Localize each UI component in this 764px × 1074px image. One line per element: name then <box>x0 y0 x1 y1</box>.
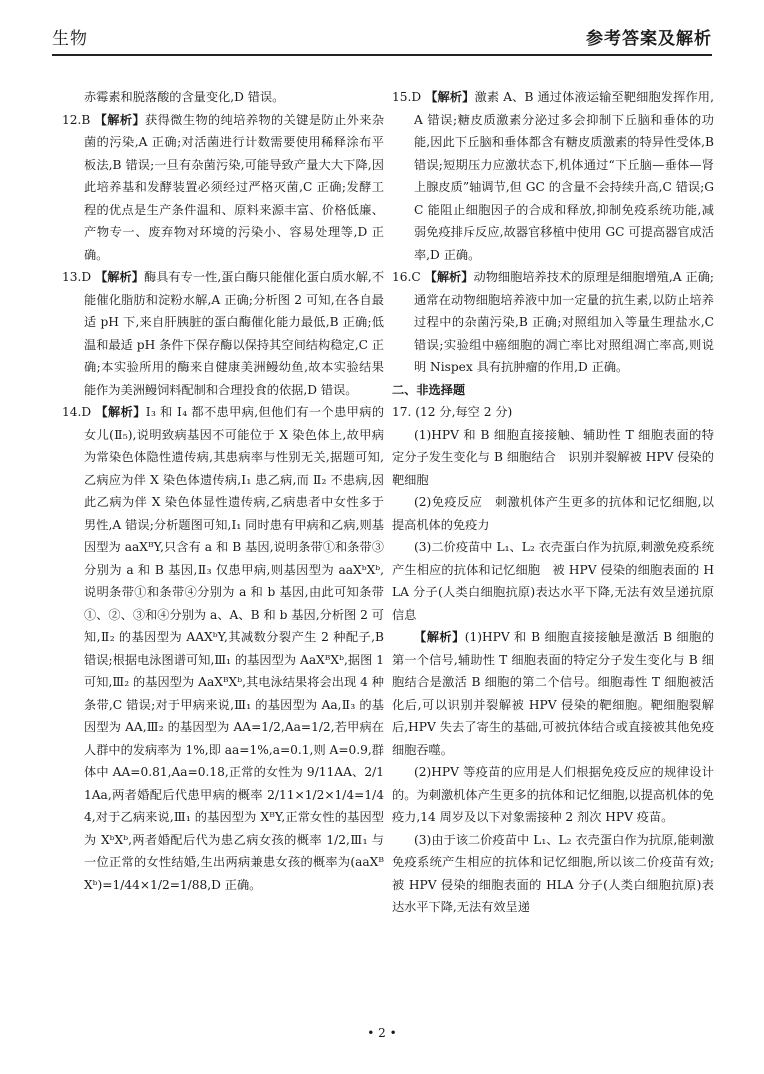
question-number: 13.D <box>62 270 92 284</box>
page-number: • 2 • <box>367 1026 397 1040</box>
analysis-keyword: 【解析】 <box>414 630 465 644</box>
paragraph-text: (3)二价疫苗中 L₁、L₂ 衣壳蛋白作为抗原,刺激免疫系统产生相应的抗体和记忆细胞 被 HPV 侵染的细胞表面的 HLA 分子(人类白细胞抗原)表达水平下降,无法有效呈递抗原信息 <box>392 540 714 622</box>
subject-label: 生物 <box>52 29 88 49</box>
paragraph-text: (12 分,每空 2 分) <box>415 405 513 419</box>
paragraph-text: (2)HPV 等疫苗的应用是人们根据免疫反应的规律设计的。为刺激机体产生更多的抗体和记忆细胞,以提高机体的免疫力,14 周岁及以下对象需接种 2 剂次 HPV 疫苗。 <box>392 765 714 824</box>
question-number: 15.D <box>392 90 422 104</box>
question-number: 12.B <box>62 112 91 127</box>
answer-paragraph <box>62 86 384 109</box>
paragraph-text: 获得微生物的纯培养物的关键是防止外来杂菌的污染,A 正确;对活菌进行计数需要使用稀释涂布平板法,B 错误;一旦有杂菌污染,可能导致产量大大下降,因此培养基和发酵装置必须经过严格灭菌,C 正确;发酵工程的优点是生产条件温和、原料来源丰富、价格低廉、产物专一、废弃物对环境的污染小、容易处理等,D 正确。 <box>84 112 385 262</box>
answer-paragraph <box>392 379 714 402</box>
question-number: 16.C <box>392 270 421 284</box>
answer-paragraph <box>392 266 714 379</box>
answer-paragraph <box>392 401 714 424</box>
left-column <box>62 86 384 896</box>
page-header <box>52 14 712 56</box>
paragraph-text: 激素 A、B 通过体液运输至靶细胞发挥作用,A 错误;糖皮质激素分泌过多会抑制下丘脑和垂体的功能,因此下丘脑和垂体都含有糖皮质激素的特异性受体,B 错误;短期压力应激状态下,机体通过“下丘脑—垂体—肾上腺皮质”轴调节,但 GC 的含量不会持续升高,C 错误;GC 能阻止细胞因子的合成和释放,抑制免疫系统功能,减弱免疫排斥反应,故器官移植中使用 GC 可提高器官成活率,D 正确。 <box>414 90 715 262</box>
paragraph-text: (3)由于该二价疫苗中 L₁、L₂ 衣壳蛋白作为抗原,能刺激免疫系统产生相应的抗体和记忆细胞,所以该二价疫苗有效;被 HPV 侵染的细胞表面的 HLA 分子(人类白细胞抗原)表达水平下降,无法有效呈递 <box>392 832 714 914</box>
paragraph-text: (2)免疫反应 刺激机体产生更多的抗体和记忆细胞,以提高机体的免疫力 <box>392 495 714 532</box>
analysis-keyword: 【解析】 <box>425 90 475 104</box>
question-number: 14.D <box>62 405 92 419</box>
answer-paragraph <box>392 761 714 829</box>
analysis-keyword: 【解析】 <box>95 270 144 284</box>
paragraph-text: (1)HPV 和 B 细胞直接接触、辅助性 T 细胞表面的特定分子发生变化与 B 细胞结合 识别并裂解被 HPV 侵染的靶细胞 <box>392 427 714 487</box>
answer-paragraph <box>62 401 384 896</box>
analysis-keyword: 【解析】 <box>95 405 146 419</box>
paragraph-text: (1)HPV 和 B 细胞直接接触是激活 B 细胞的第一个信号,辅助性 T 细胞表面的特定分子发生变化与 B 细胞结合是激活 B 细胞的第二个信号。细胞毒性 T 细胞被活化后,可以识别并裂解被 HPV 侵染的靶细胞。靶细胞裂解后,HPV 失去了寄生的基础,可被抗体结合或直接被其他免疫细胞吞噬。 <box>392 630 714 757</box>
paragraph-text: 动物细胞培养技术的原理是细胞增殖,A 正确;通常在动物细胞培养液中加一定量的抗生素,以防止培养过程中的杂菌污染,B 正确;对照组加入等量生理盐水,C 错误;实验组中癌细胞的凋亡率比对照组凋亡率高,则说明 Nispex 具有抗肿瘤的作用,D 正确。 <box>414 270 715 374</box>
answer-paragraph <box>392 424 714 492</box>
paragraph-text: 赤霉素和脱落酸的含量变化,D 错误。 <box>84 90 285 104</box>
question-number: 17. <box>392 405 412 419</box>
answer-paragraph <box>62 266 384 401</box>
answer-paragraph <box>392 626 714 761</box>
paragraph-text: 二、非选择题 <box>392 382 466 397</box>
right-column <box>392 86 714 919</box>
header-title: 参考答案及解析 <box>586 29 712 49</box>
paragraph-text: Ⅰ₃ 和 Ⅰ₄ 都不患甲病,但他们有一个患甲病的女儿(Ⅱ₅),说明致病基因不可能位于 X 染色体上,故甲病为常染色体隐性遗传病,其患病率与性别无关,据题可知,乙病应为伴 X 染色体遗传病,Ⅰ₁ 患乙病,而 Ⅱ₂ 不患病,因此乙病为伴 X 染色体显性遗传病,乙病患者中女性多于男性,A 错误;分析题图可知,Ⅰ₁ 同时患有甲病和乙病,则基因型为 aaXᴮY,只含有 a 和 B 基因,说明条带①和条带③分别为 a 和 B 基因,Ⅱ₃ 仅患甲病,则基因型为 aaXᵇXᵇ,说明条带①和条带④分别为 a 和 b 基因,由此可知条带①、②、③和④分别为 a、A、B 和 b 基因,分析图 2 可知,Ⅱ₂ 的基因型为 AAXᵇY,其减数分裂产生 2 种配子,B 错误;根据电泳图谱可知,Ⅲ₁ 的基因型为 AaXᴮXᵇ,据图 1 可知,Ⅲ₂ 的基因型为 AaXᴮXᵇ,其电泳结果将会出现 4 种条带,C 错误;对于甲病来说,Ⅲ₁ 的基因型为 Aa,Ⅱ₃ 的基因型为 AA,Ⅲ₂ 的基因型为 AA=1/2,Aa=1/2,若甲病在人群中的发病率为 1%,即 aa=1%,a=0.1,则 A=0.9,群体中 AA=0.81,Aa=0.18,正常的女性为 9/11AA、2/11Aa,两者婚配后代患甲病的概率 2/11×1/2×1/4=1/44,对于乙病来说,Ⅲ₁ 的基因型为 XᴮY,正常女性的基因型为 XᵇXᵇ,两者婚配后代为患乙病女孩的概率 1/2,Ⅲ₁ 与一位正常的女性结婚,生出两病兼患女孩的概率为(aaXᴮXᵇ)=1/44×1/2=1/88,D 正确。 <box>84 405 385 892</box>
paragraph-text: 酶具有专一性,蛋白酶只能催化蛋白质水解,不能催化脂肪和淀粉水解,A 正确;分析图 2 可知,在各自最适 pH 下,来自肝胰脏的蛋白酶催化能力最低,B 正确;低温和最适 pH 条件下保存酶以保持其空间结构稳定,C 正确;本实验所用的酶来自健康美洲鳗幼鱼,故本实验结果能作为美洲鳗饲料配制和合理投食的依据,D 错误。 <box>84 270 385 397</box>
analysis-keyword: 【解析】 <box>424 270 474 284</box>
answer-paragraph <box>62 109 384 267</box>
answer-paragraph <box>392 491 714 536</box>
answer-paragraph <box>392 829 714 919</box>
analysis-keyword: 【解析】 <box>94 112 146 127</box>
answer-paragraph <box>392 536 714 626</box>
answer-paragraph <box>392 86 714 266</box>
